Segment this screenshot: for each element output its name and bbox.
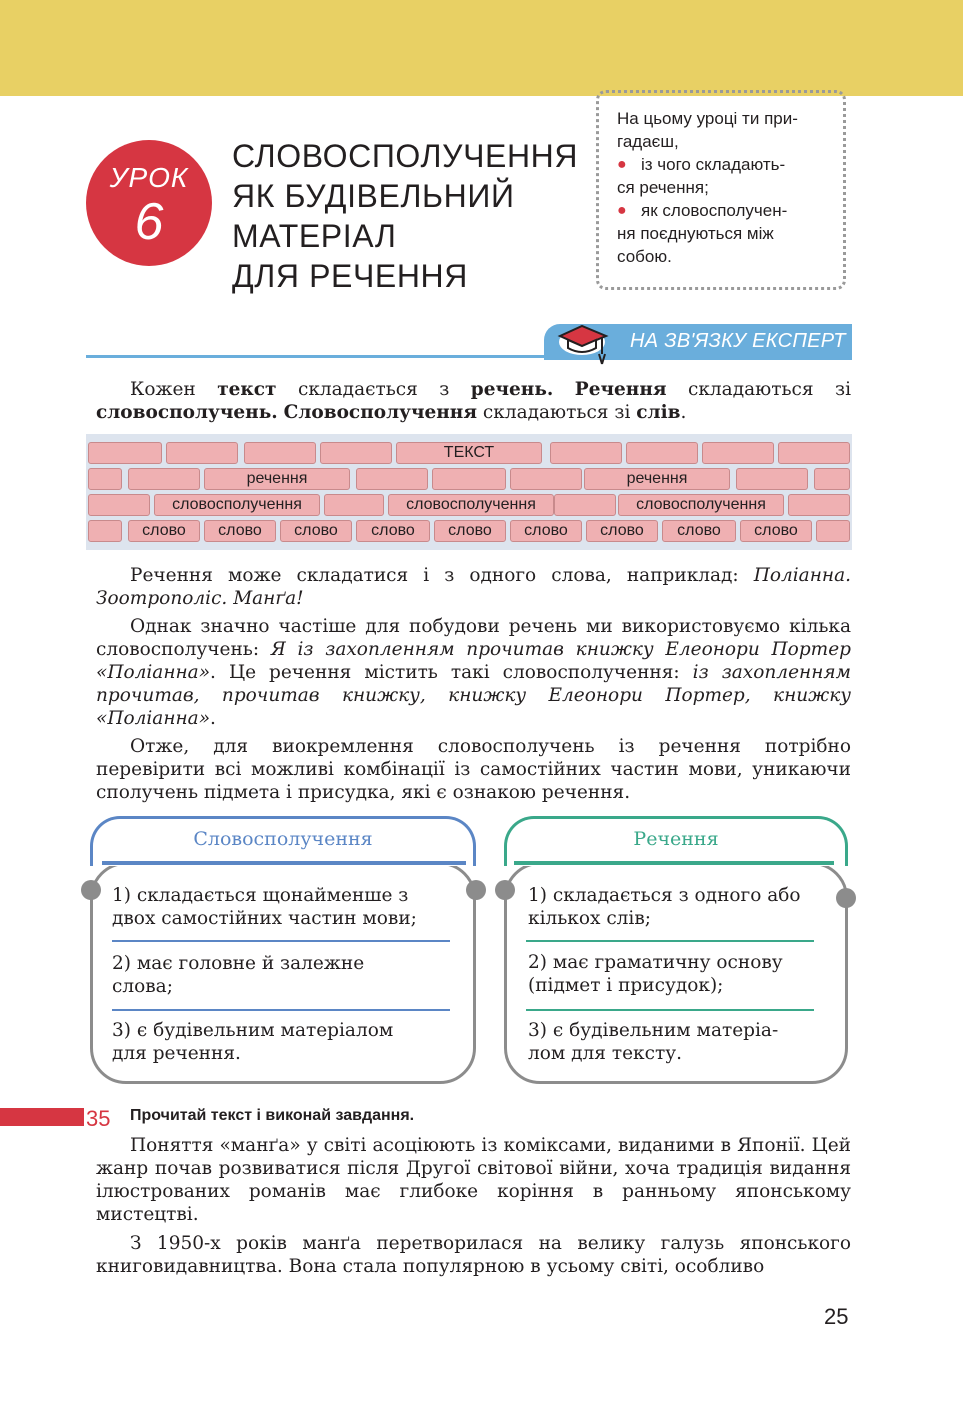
brick — [550, 442, 622, 464]
card-knob — [495, 880, 515, 900]
phrase-card-title: Словосполучення — [193, 828, 373, 850]
brick — [702, 442, 774, 464]
brick — [356, 468, 428, 490]
text-run: . — [210, 708, 216, 729]
card-knob — [81, 880, 101, 900]
card-knob — [466, 880, 486, 900]
text-run: слів — [636, 402, 681, 423]
sentence-card-rule — [514, 861, 834, 865]
expert-label: НА ЗВ'ЯЗКУ ЕКСПЕРТ — [630, 330, 846, 352]
task-number: 35 — [86, 1106, 111, 1131]
title-line: ДЛЯ РЕЧЕННЯ — [232, 258, 468, 294]
item-line: двох самостійних частин мови; — [112, 908, 417, 929]
item-line: лом для тексту. — [528, 1043, 682, 1064]
text-run: Однак значно частіше для побудови речень ми використовуємо кілька словосполучень: — [96, 616, 851, 660]
item-line: слова; — [112, 976, 173, 997]
text-run: Речення може складатися і з одного слова, наприклад: — [130, 565, 754, 586]
item-line: (підмет і присудок); — [528, 975, 724, 996]
goals-intro: гадаєш, — [617, 132, 679, 151]
text-run: текст — [217, 379, 277, 400]
title-line: СЛОВОСПОЛУЧЕННЯ — [232, 138, 579, 174]
brick — [432, 468, 506, 490]
brick — [244, 442, 316, 464]
bullet-dot-icon: ● — [617, 156, 627, 173]
brick-labeled: слово — [586, 520, 658, 542]
lesson-title — [232, 136, 592, 296]
intro-paragraph — [96, 378, 851, 424]
task-marker-bar — [0, 1108, 84, 1126]
text-run: Отже, для виокремлення словосполучень із речення потрібно перевірити всі можливі комбінації із самостійних частин мови, уникаючи сполучень підмета і присудка, які є ознакою речення. — [96, 736, 851, 803]
brick — [88, 494, 150, 516]
brick-labeled: слово — [204, 520, 276, 542]
expert-rule — [86, 355, 554, 358]
goal-bullet — [617, 153, 829, 176]
task-paragraph: З 1950-х років манґа перетворилася на велику галузь японського книговидавництва. Вона стала популярною в усьому світі, особливо — [96, 1233, 851, 1277]
sentence-card-item — [528, 884, 834, 930]
lesson-goals-box — [596, 90, 846, 290]
brick — [510, 468, 582, 490]
sentence-card-separator — [526, 1009, 814, 1011]
sentence-card-item — [528, 951, 834, 997]
phrase-card-separator — [112, 940, 450, 942]
text-run: складаються зі — [477, 402, 637, 423]
text-run: Поліанна. Зоотрополіс. Манґа! — [96, 565, 851, 609]
text-run: . — [680, 402, 687, 423]
phrase-card-item — [112, 884, 462, 930]
item-line: 1) складається щонайменше з — [112, 885, 409, 906]
brick-labeled: слово — [434, 520, 506, 542]
brick — [788, 494, 850, 516]
brick — [88, 442, 162, 464]
goals-intro: На цьому уроці ти при- — [617, 109, 798, 128]
brick — [166, 442, 238, 464]
card-knob — [836, 888, 856, 908]
lesson-word: УРОК — [109, 162, 189, 193]
item-line: 3) є будівельним матеріа- — [528, 1020, 779, 1041]
text-run: речень. — [470, 379, 554, 400]
brick-labeled: слово — [662, 520, 736, 542]
goal-text: ся речення; — [617, 178, 709, 197]
bullet-dot-icon: ● — [617, 202, 627, 219]
header-band — [0, 0, 963, 96]
title-line: ЯК БУДІВЕЛЬНИЙ — [232, 178, 515, 214]
brick-labeled: словосполучення — [388, 494, 554, 516]
text-run: Кожен — [130, 379, 218, 400]
text-run: словосполучень. — [96, 402, 278, 423]
item-line: 3) є будівельним матеріалом — [112, 1020, 394, 1041]
brick — [88, 520, 122, 542]
brick-labeled: речення — [584, 468, 730, 490]
goal-text: ня поєднуються між — [617, 224, 774, 243]
phrase-card-item — [112, 1019, 462, 1065]
text-run: складаються зі — [666, 379, 852, 400]
brick — [778, 442, 850, 464]
body-paragraph — [96, 735, 851, 804]
brick — [554, 494, 616, 516]
brick — [626, 442, 698, 464]
brick-labeled: слово — [356, 520, 430, 542]
graduation-cap-icon — [552, 320, 616, 372]
brick — [320, 442, 392, 464]
brick-labeled: слово — [280, 520, 352, 542]
brick — [324, 494, 384, 516]
item-line: 2) має граматичну основу — [528, 952, 783, 973]
text-run: із захопленням прочитав, прочитав книжку, книжку Елеонори Портер, книжку «Поліанна» — [96, 662, 851, 729]
lesson-number: 6 — [134, 193, 164, 251]
page-number: 25 — [824, 1304, 849, 1329]
task-paragraph: Поняття «манґа» у світі асоціюють із коміксами, виданими в Японії. Цей жанр почав розвиватися після Другої світової війни, хоча традиція видання ілюстрованих романів має глибоке коріння в ранньому японському мистецтві. — [96, 1135, 851, 1225]
brick-wall-diagram — [86, 434, 852, 550]
goal-bullet — [617, 199, 829, 222]
brick — [88, 468, 122, 490]
item-line: кількох слів; — [528, 908, 651, 929]
brick-labeled: словосполучення — [618, 494, 784, 516]
brick-labeled: словосполучення — [154, 494, 320, 516]
sentence-card-title: Речення — [633, 828, 719, 850]
item-line: для речення. — [112, 1043, 241, 1064]
text-run: Речення — [574, 379, 667, 400]
phrase-card-separator — [112, 1009, 450, 1011]
text-run: Я із захопленням прочитав книжку Елеонори Портер «Поліанна» — [96, 639, 851, 683]
brick — [816, 520, 850, 542]
brick — [736, 468, 808, 490]
brick-labeled: ТЕКСТ — [396, 442, 542, 464]
body-paragraph — [96, 615, 851, 730]
task-instruction: Прочитай текст і виконай завдання. — [130, 1107, 415, 1124]
brick-labeled: слово — [128, 520, 200, 542]
brick-labeled: слово — [510, 520, 582, 542]
title-line: МАТЕРІАЛ — [232, 218, 397, 254]
goal-text: як словосполучен- — [641, 201, 788, 220]
brick-labeled: речення — [204, 468, 350, 490]
sentence-card-item — [528, 1019, 834, 1065]
phrase-card-item — [112, 952, 462, 998]
sentence-card-separator — [526, 940, 814, 942]
body-paragraph — [96, 564, 851, 610]
goal-text: із чого складають- — [641, 155, 786, 174]
phrase-card-rule — [102, 861, 466, 865]
text-run: складається з — [276, 379, 471, 400]
item-line: 2) має головне й залежне — [112, 953, 365, 974]
lesson-badge — [86, 140, 212, 266]
text-run: Словосполучення — [283, 402, 478, 423]
text-run: . Це речення містить такі словосполучення: — [210, 662, 693, 683]
goal-text: собою. — [617, 247, 672, 266]
text-run — [553, 379, 574, 400]
item-line: 1) складається з одного або — [528, 885, 801, 906]
brick — [814, 468, 850, 490]
brick-labeled: слово — [740, 520, 812, 542]
brick — [128, 468, 200, 490]
